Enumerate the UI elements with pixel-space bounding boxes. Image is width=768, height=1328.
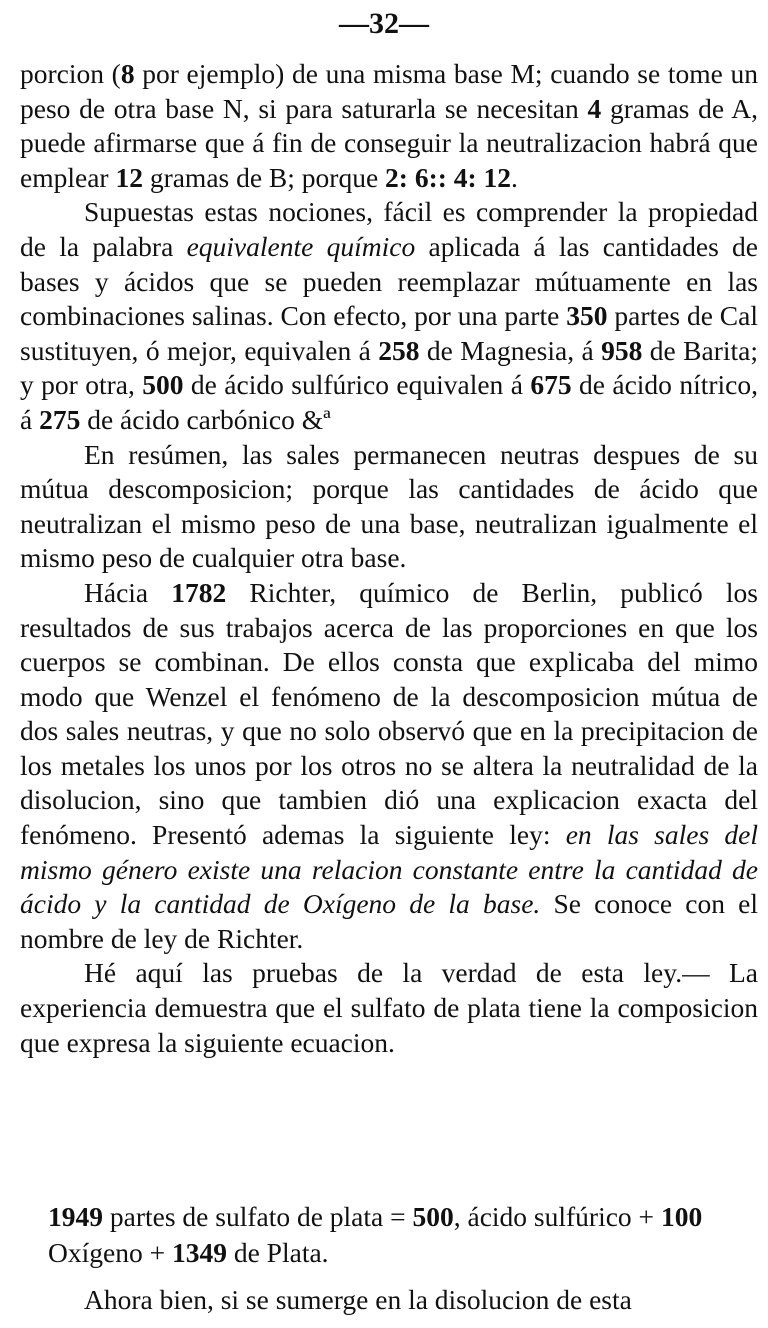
text-run: En resúmen, las sales permanecen neutras despues de su mútua descomposicion; porque las cantidades de ácido que neutralizan el mismo peso de una base, neutralizan igualmente el mismo peso de cualquier otra base. xyxy=(20,438,758,574)
bold-text: 12 xyxy=(115,161,143,193)
bold-text: 500 xyxy=(412,1201,454,1232)
italic-text: en las sales del mismo género existe una relacion constante entre la cantidad de ácido y la cantidad de Oxígeno de la base. xyxy=(20,819,758,920)
text-run: partes de Cal sustituyen, ó mejor, equivalen á xyxy=(20,300,758,366)
text-run: , ácido sulfúrico + xyxy=(453,1201,661,1232)
bold-text: 1349 xyxy=(171,1237,227,1268)
bold-text: 500 xyxy=(142,369,184,401)
text-run: Se conoce con el nombre de ley de Richter. xyxy=(20,888,758,954)
paragraph xyxy=(20,956,758,1060)
paragraph xyxy=(20,438,758,576)
italic-text: equivalente químico xyxy=(186,230,416,262)
text-run: Richter, químico de Berlin, publicó los resultados de sus trabajos acerca de las proporciones en que los cuerpos se combinan. De ellos consta que explicaba del mimo modo que Wenzel el fenómeno de la descomposicion mútua de dos sales neutras, y que no solo observó que en la precipitacion de los metales los unos por los otros no se altera la neutralidad de la disolucion, sino que tambien dió una explicacion exacta del fenómeno. Presentó ademas la siguiente ley: xyxy=(20,576,758,851)
text-run: de ácido nítrico, á xyxy=(20,369,758,435)
text-run: partes de sulfato de plata = xyxy=(103,1201,413,1232)
bold-text: 258 xyxy=(378,334,420,366)
text-run: de Magnesia, á xyxy=(419,334,602,366)
paragraph xyxy=(20,57,758,195)
text-run: por ejemplo) de una misma base M; cuando se tome un peso de otra base N, si para saturarla se necesitan xyxy=(20,58,758,124)
text-run: Hácia xyxy=(84,576,172,608)
paragraph xyxy=(20,195,758,437)
text-run: aplicada á las cantidades de bases y ácidos que se pueden reemplazar mútuamente en las combinaciones salinas. Con efecto, por una parte xyxy=(20,230,759,332)
bold-text: 4 xyxy=(587,92,602,124)
text-run: Oxígeno + xyxy=(48,1237,172,1268)
page-number: —32— xyxy=(339,7,429,40)
text-run: . xyxy=(511,161,518,193)
text-run: Hé aquí las pruebas de la verdad de esta ley.— La experiencia demuestra que el sulfato de plata tiene la composicion que expresa la siguiente ecuacion. xyxy=(20,957,758,1058)
bold-text: 2: 6:: 4: 12 xyxy=(385,161,512,193)
text-run: de ácido sulfúrico equivalen á xyxy=(183,369,531,401)
main-text xyxy=(20,57,758,1060)
bold-text: 350 xyxy=(566,300,608,332)
text-run: de Barita; y por otra, xyxy=(20,334,758,401)
text-run: porcion ( xyxy=(20,58,121,89)
text-run: de ácido carbónico &ª xyxy=(80,403,331,435)
bold-text: 275 xyxy=(39,403,81,435)
bold-text: 675 xyxy=(530,369,572,401)
text-run: de Plata. xyxy=(226,1237,329,1268)
paragraph xyxy=(20,576,758,957)
bold-text: 958 xyxy=(601,334,643,366)
bold-text: 8 xyxy=(120,58,135,89)
bold-text: 100 xyxy=(660,1201,703,1232)
text-run: gramas de A, puede afirmarse que á fin de conseguir la neutralizacion habrá que emplear xyxy=(20,92,758,193)
text-run: gramas de B; porque xyxy=(142,161,386,193)
text-run: Supuestas estas nociones, fácil es comprender la propiedad de la palabra xyxy=(20,196,758,262)
last-line: Ahora bien, si se sumerge en la disolucion de esta xyxy=(84,1284,632,1315)
bold-text: 1949 xyxy=(48,1201,103,1232)
bold-text: 1782 xyxy=(171,576,227,608)
equation xyxy=(48,1199,738,1271)
